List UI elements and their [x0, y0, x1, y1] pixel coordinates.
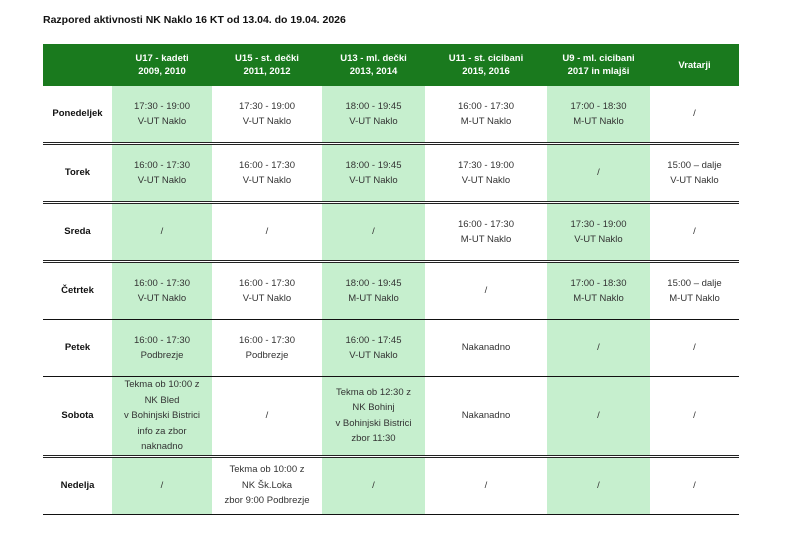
schedule-cell: / [650, 203, 739, 262]
schedule-cell: / [322, 203, 425, 262]
table-row [43, 456, 739, 514]
schedule-table [43, 44, 739, 515]
schedule-cell: / [547, 456, 650, 514]
table-row [43, 377, 739, 457]
table-row [43, 144, 739, 203]
schedule-cell: / [425, 456, 547, 514]
schedule-cell: / [547, 144, 650, 203]
schedule-cell: Tekma ob 10:00 z NK Bled v Bohinjski Bistrici info za zbor naknadno [112, 377, 212, 457]
schedule-cell: 17:30 - 19:00 V-UT Naklo [547, 203, 650, 262]
day-label: Nedelja [43, 456, 112, 514]
schedule-cell: / [547, 377, 650, 457]
header-u17: U17 - kadeti 2009, 2010 [112, 44, 212, 86]
schedule-cell: 17:30 - 19:00 V-UT Naklo [112, 86, 212, 144]
table-row [43, 203, 739, 262]
schedule-cell: 18:00 - 19:45 M-UT Naklo [322, 262, 425, 320]
header-u9: U9 - ml. cicibani 2017 in mlajši [547, 44, 650, 86]
schedule-cell: / [547, 320, 650, 377]
day-label: Petek [43, 320, 112, 377]
day-label: Sobota [43, 377, 112, 457]
header-corner [43, 44, 112, 86]
schedule-cell: 17:00 - 18:30 M-UT Naklo [547, 86, 650, 144]
schedule-cell: 16:00 - 17:45 V-UT Naklo [322, 320, 425, 377]
day-label: Torek [43, 144, 112, 203]
schedule-cell: 16:00 - 17:30 Podbrezje [212, 320, 322, 377]
schedule-cell: / [650, 86, 739, 144]
schedule-cell: 17:00 - 18:30 M-UT Naklo [547, 262, 650, 320]
header-u13: U13 - ml. dečki 2013, 2014 [322, 44, 425, 86]
schedule-cell: 18:00 - 19:45 V-UT Naklo [322, 144, 425, 203]
schedule-cell: / [425, 262, 547, 320]
table-row [43, 262, 739, 320]
schedule-cell: 15:00 – dalje V-UT Naklo [650, 144, 739, 203]
schedule-cell: / [212, 203, 322, 262]
schedule-cell: / [650, 377, 739, 457]
schedule-cell: 18:00 - 19:45 V-UT Naklo [322, 86, 425, 144]
schedule-cell: 16:00 - 17:30 V-UT Naklo [212, 262, 322, 320]
schedule-cell: Nakanadno [425, 320, 547, 377]
schedule-cell: / [322, 456, 425, 514]
schedule-cell: / [112, 456, 212, 514]
schedule-cell: / [650, 320, 739, 377]
schedule-cell: 15:00 – dalje M-UT Naklo [650, 262, 739, 320]
schedule-cell: / [212, 377, 322, 457]
schedule-cell: 16:00 - 17:30 V-UT Naklo [112, 262, 212, 320]
schedule-cell: 17:30 - 19:00 V-UT Naklo [212, 86, 322, 144]
schedule-cell: Tekma ob 12:30 z NK Bohinj v Bohinjski Bistrici zbor 11:30 [322, 377, 425, 457]
header-vratarji: Vratarji [650, 44, 739, 86]
schedule-cell: / [112, 203, 212, 262]
schedule-cell: 16:00 - 17:30 Podbrezje [112, 320, 212, 377]
schedule-cell: 16:00 - 17:30 V-UT Naklo [112, 144, 212, 203]
header-u15: U15 - st. dečki 2011, 2012 [212, 44, 322, 86]
schedule-cell: 16:00 - 17:30 V-UT Naklo [212, 144, 322, 203]
table-row [43, 320, 739, 377]
schedule-cell: 16:00 - 17:30 M-UT Naklo [425, 86, 547, 144]
day-label: Četrtek [43, 262, 112, 320]
schedule-cell: 16:00 - 17:30 M-UT Naklo [425, 203, 547, 262]
page-title: Razpored aktivnosti NK Naklo 16 KT od 13.04. do 19.04. 2026 [43, 14, 346, 26]
table-row [43, 86, 739, 144]
header-u11: U11 - st. cicibani 2015, 2016 [425, 44, 547, 86]
header-row [43, 44, 739, 86]
day-label: Ponedeljek [43, 86, 112, 144]
day-label: Sreda [43, 203, 112, 262]
schedule-cell: Tekma ob 10:00 z NK Šk.Loka zbor 9:00 Podbrezje [212, 456, 322, 514]
schedule-cell: Nakanadno [425, 377, 547, 457]
schedule-cell: 17:30 - 19:00 V-UT Naklo [425, 144, 547, 203]
schedule-cell: / [650, 456, 739, 514]
